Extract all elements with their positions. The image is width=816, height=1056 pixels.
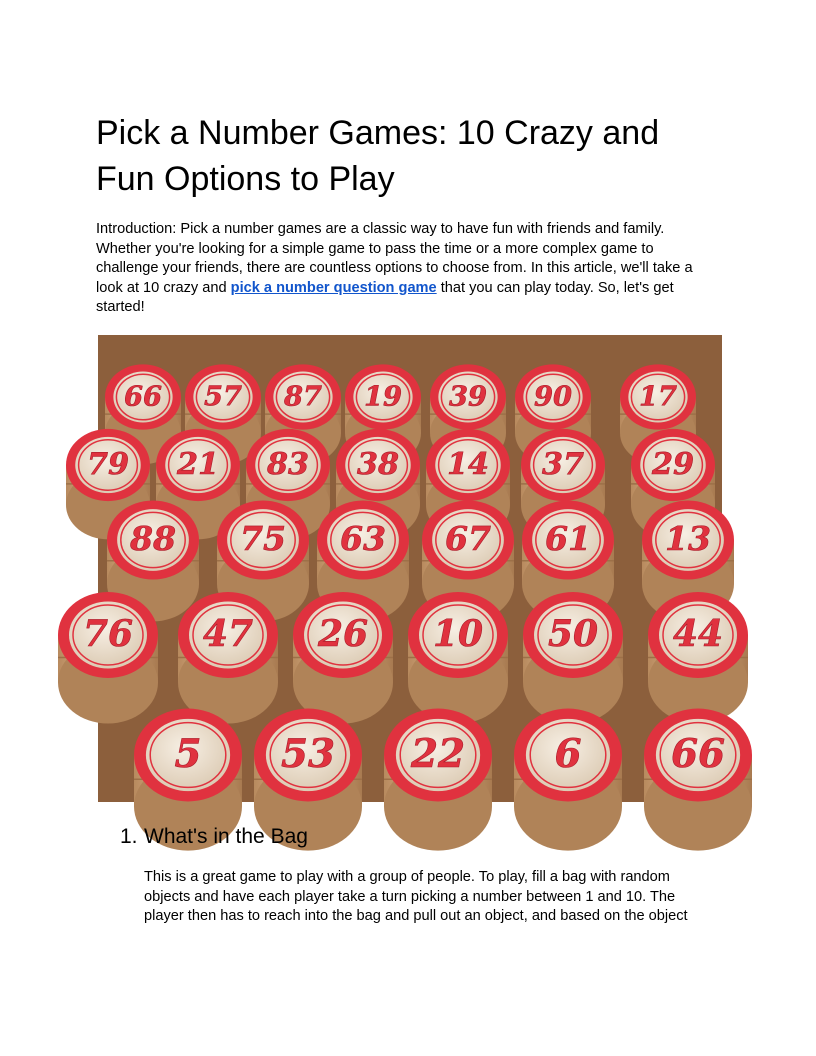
bingo-token-number: 39 — [448, 380, 488, 413]
bingo-token — [408, 592, 508, 724]
bingo-token-number: 38 — [356, 447, 400, 483]
bingo-token-number: 79 — [86, 447, 130, 483]
bingo-tokens-photo — [82, 335, 726, 802]
bingo-token-number: 63 — [339, 519, 387, 559]
bingo-token-number: 6 — [554, 730, 582, 777]
bingo-token — [384, 709, 492, 851]
pick-a-number-question-game-link[interactable]: pick a number question game — [230, 279, 437, 296]
bingo-tokens-illustration — [82, 335, 726, 802]
bingo-token — [178, 592, 278, 724]
section-1-number: 1. — [120, 825, 138, 848]
bingo-token-number: 88 — [129, 519, 177, 559]
bingo-token — [644, 709, 752, 851]
bingo-token-number: 47 — [202, 613, 254, 655]
bingo-token-number: 21 — [176, 447, 220, 483]
bingo-token-number: 19 — [363, 380, 403, 413]
bingo-token-number: 10 — [432, 613, 484, 655]
bingo-token-number: 67 — [444, 519, 492, 559]
bingo-token-number: 22 — [410, 730, 466, 777]
section-1-heading — [120, 823, 308, 851]
bingo-token — [648, 592, 748, 724]
bingo-token-number: 66 — [670, 730, 726, 777]
bingo-token-number: 50 — [547, 613, 599, 655]
section-1-body: This is a great game to play with a group of people. To play, fill a bag with random objects and have each player take a turn picking a number between 1 and 10. The player then has to reach into the bag and pull out an object, and based on the object — [144, 869, 688, 925]
bingo-token — [514, 709, 622, 851]
page-title: Pick a Number Games: 10 Crazy and Fun Options to Play — [96, 114, 660, 198]
bingo-token-number: 83 — [266, 447, 310, 483]
bingo-token-number: 26 — [317, 613, 369, 655]
bingo-token-number: 37 — [541, 447, 585, 483]
intro-paragraph — [96, 220, 716, 318]
bingo-token-number: 13 — [664, 519, 712, 559]
bingo-token-number: 87 — [283, 380, 323, 413]
bingo-token-number: 5 — [174, 730, 202, 777]
bingo-token-number: 76 — [82, 613, 134, 655]
bingo-token-number: 57 — [203, 380, 243, 413]
bingo-token — [523, 592, 623, 724]
bingo-token-number: 44 — [672, 613, 724, 655]
section-1-title: What's in the Bag — [144, 825, 308, 848]
bingo-token-number: 61 — [544, 519, 592, 559]
bingo-token-number: 53 — [280, 730, 336, 777]
bingo-token — [293, 592, 393, 724]
bingo-token-number: 14 — [446, 447, 490, 483]
bingo-token-number: 90 — [533, 380, 573, 413]
bingo-token-number: 29 — [651, 447, 695, 483]
bingo-token — [58, 592, 158, 724]
intro-text-before-link: Introduction: Pick a number games are a classic way to have fun with friends and family. Whether you're looking for a simple game to pass the time or a more complex game to challenge your friends, there are countless options to choose from. In this article, we'll take a look at 10 crazy and — [96, 221, 693, 296]
intro-text-after-link: that you can play today. So, let's get started! — [96, 279, 674, 316]
bingo-token-number: 75 — [239, 519, 287, 559]
bingo-token-number: 17 — [638, 380, 678, 413]
bingo-token-number: 66 — [123, 380, 163, 413]
